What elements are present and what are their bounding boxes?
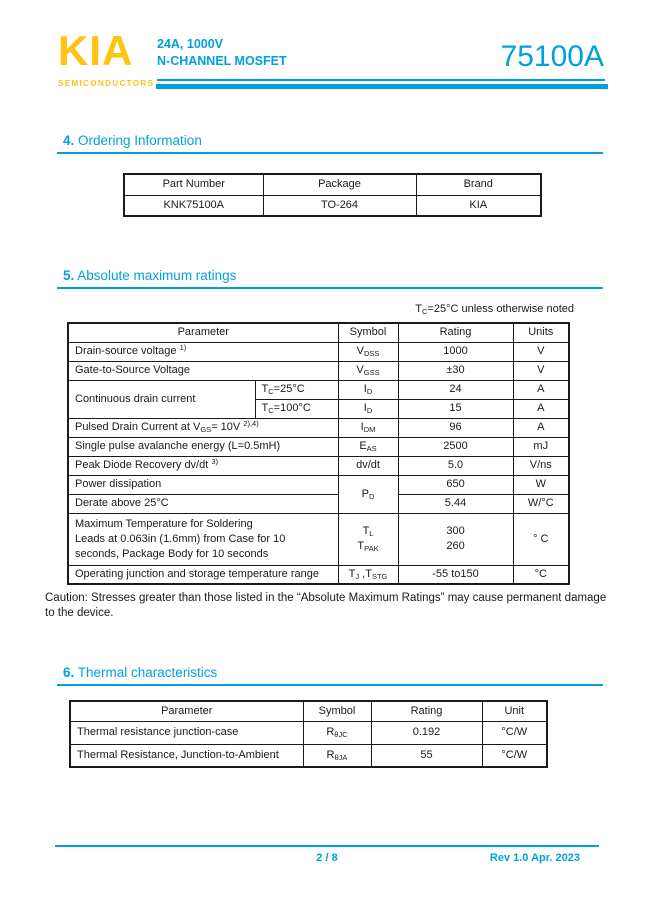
- header-thin-rule: [157, 79, 605, 81]
- device-summary: [157, 36, 287, 70]
- device-type-line: N-CHANNEL MOSFET: [157, 54, 287, 68]
- cell-rating: 5.44: [398, 494, 513, 513]
- ordering-data-row: [124, 195, 541, 216]
- section-number: 5.: [63, 268, 75, 283]
- table-row: [68, 513, 569, 565]
- revision-label: Rev 1.0 Apr. 2023: [489, 852, 580, 864]
- cell-parameter: Drain-source voltage $^{1)}$: [68, 342, 338, 361]
- cell-rating: -55 to150: [398, 565, 513, 584]
- section-rule: [57, 152, 603, 154]
- cell-part-number: KNK75100A: [124, 195, 263, 216]
- table-row: [68, 456, 569, 475]
- section-label: Absolute maximum ratings: [74, 268, 237, 283]
- cell-symbol: $R_{\theta JC}$: [303, 721, 371, 744]
- cell-symbol: $I_{DM}$: [338, 418, 398, 437]
- cell-rating: 0.192: [371, 721, 482, 744]
- col-header-package: Package: [263, 174, 416, 195]
- brand-logo-subtext: SEMICONDUCTORS: [58, 79, 155, 88]
- cell-parameter: Continuous drain current: [68, 380, 255, 418]
- cell-condition: $T_C=25^\circ C$: [255, 380, 338, 399]
- cell-parameter: Power dissipation: [68, 475, 338, 494]
- cell-symbol: $T_J$ $,T_{STG}$: [338, 565, 398, 584]
- cell-units: W: [513, 475, 569, 494]
- table-row: [68, 380, 569, 399]
- cell-unit: °C/W: [482, 721, 547, 744]
- cell-rating: 2500: [398, 437, 513, 456]
- cell-symbol: $V_{GSS}$: [338, 361, 398, 380]
- section-title-ordering: [63, 133, 202, 148]
- section-label: Ordering Information: [74, 133, 202, 148]
- cell-rating: 5.0: [398, 456, 513, 475]
- col-header-symbol: Symbol: [303, 701, 371, 721]
- table-row: [70, 744, 547, 767]
- table-row: [68, 494, 569, 513]
- footer-rule: [55, 845, 599, 847]
- table-row: [68, 361, 569, 380]
- col-header-units: Units: [513, 323, 569, 342]
- cell-units: ° C: [513, 513, 569, 565]
- table-row: [68, 418, 569, 437]
- table-row: [68, 475, 569, 494]
- header-accent-bar: [156, 84, 608, 89]
- cell-units: A: [513, 399, 569, 418]
- cell-condition: $T_C=100^\circ C$: [255, 399, 338, 418]
- col-header-parameter: Parameter: [68, 323, 338, 342]
- cell-parameter: Single pulse avalanche energy (L=0.5mH): [68, 437, 338, 456]
- cell-unit: °C/W: [482, 744, 547, 767]
- ordering-header-row: [124, 174, 541, 195]
- ordering-table: [123, 173, 542, 217]
- cell-units: V: [513, 361, 569, 380]
- cell-rating: ±30: [398, 361, 513, 380]
- cell-units: °C: [513, 565, 569, 584]
- cell-symbol: $V_{DSS}$: [338, 342, 398, 361]
- thermal-table: [69, 700, 548, 768]
- table-row: [68, 565, 569, 584]
- cell-symbol: $T_L$ $T_{PAK}$: [338, 513, 398, 565]
- section-title-thermal: [63, 665, 217, 680]
- cell-package: TO-264: [263, 195, 416, 216]
- section-number: 4.: [63, 133, 75, 148]
- cell-units: A: [513, 380, 569, 399]
- cell-rating: 55: [371, 744, 482, 767]
- cell-parameter: Maximum Temperature for Soldering Leads at 0.063in (1.6mm) from Case for 10 seconds, Package Body for 10 seconds: [68, 513, 338, 565]
- cell-parameter: Thermal Resistance, Junction-to-Ambient: [70, 744, 303, 767]
- cell-units: W/°C: [513, 494, 569, 513]
- cell-symbol: $I_D$: [338, 380, 398, 399]
- section-rule: [57, 287, 603, 289]
- cell-parameter: Derate above 25°C: [68, 494, 338, 513]
- cell-symbol: $E_{AS}$: [338, 437, 398, 456]
- cell-rating: 24: [398, 380, 513, 399]
- cell-units: A: [513, 418, 569, 437]
- cell-parameter: Thermal resistance junction-case: [70, 721, 303, 744]
- col-header-symbol: Symbol: [338, 323, 398, 342]
- col-header-brand: Brand: [416, 174, 541, 195]
- col-header-unit: Unit: [482, 701, 547, 721]
- table-row: [68, 342, 569, 361]
- col-header-parameter: Parameter: [70, 701, 303, 721]
- cell-parameter: Operating junction and storage temperature range: [68, 565, 338, 584]
- cell-parameter: Pulsed Drain Current at $V_{GS}= 10V$ $^{2),4)}$: [68, 418, 338, 437]
- cell-symbol: $I_D$: [338, 399, 398, 418]
- cell-units: V/ns: [513, 456, 569, 475]
- section-rule: [57, 684, 603, 686]
- cell-symbol: $R_{\theta JA}$: [303, 744, 371, 767]
- cell-brand: KIA: [416, 195, 541, 216]
- device-rating-line: 24A, 1000V: [157, 37, 224, 51]
- cell-rating: 650: [398, 475, 513, 494]
- brand-logo: KIA: [58, 27, 134, 74]
- abs-max-table: [67, 322, 570, 585]
- cell-units: V: [513, 342, 569, 361]
- part-number-title: 75100A: [500, 40, 604, 73]
- section-label: Thermal characteristics: [74, 665, 218, 680]
- cell-units: mJ: [513, 437, 569, 456]
- thermal-header-row: [70, 701, 547, 721]
- cell-rating: 15: [398, 399, 513, 418]
- page-number: 2 / 8: [316, 852, 338, 864]
- cell-parameter: Gate-to-Source Voltage: [68, 361, 338, 380]
- section-number: 6.: [63, 665, 75, 680]
- cell-rating: 1000: [398, 342, 513, 361]
- table-row: [68, 437, 569, 456]
- table-row: [70, 721, 547, 744]
- col-header-rating: Rating: [371, 701, 482, 721]
- cell-rating: 300 260: [398, 513, 513, 565]
- cell-symbol: $P_D$: [338, 475, 398, 513]
- cell-parameter: Peak Diode Recovery dv/dt $^{3)}$: [68, 456, 338, 475]
- col-header-part-number: Part Number: [124, 174, 263, 195]
- cell-rating: 96: [398, 418, 513, 437]
- section-title-abs-max: [63, 268, 236, 283]
- conditions-note: $T_C=25^\circ C$ unless otherwise noted: [415, 303, 574, 316]
- abs-header-row: [68, 323, 569, 342]
- caution-note: Caution: Stresses greater than those listed in the “Absolute Maximum Ratings” may cause permanent damage to the device.: [45, 592, 607, 619]
- col-header-rating: Rating: [398, 323, 513, 342]
- cell-symbol: dv/dt: [338, 456, 398, 475]
